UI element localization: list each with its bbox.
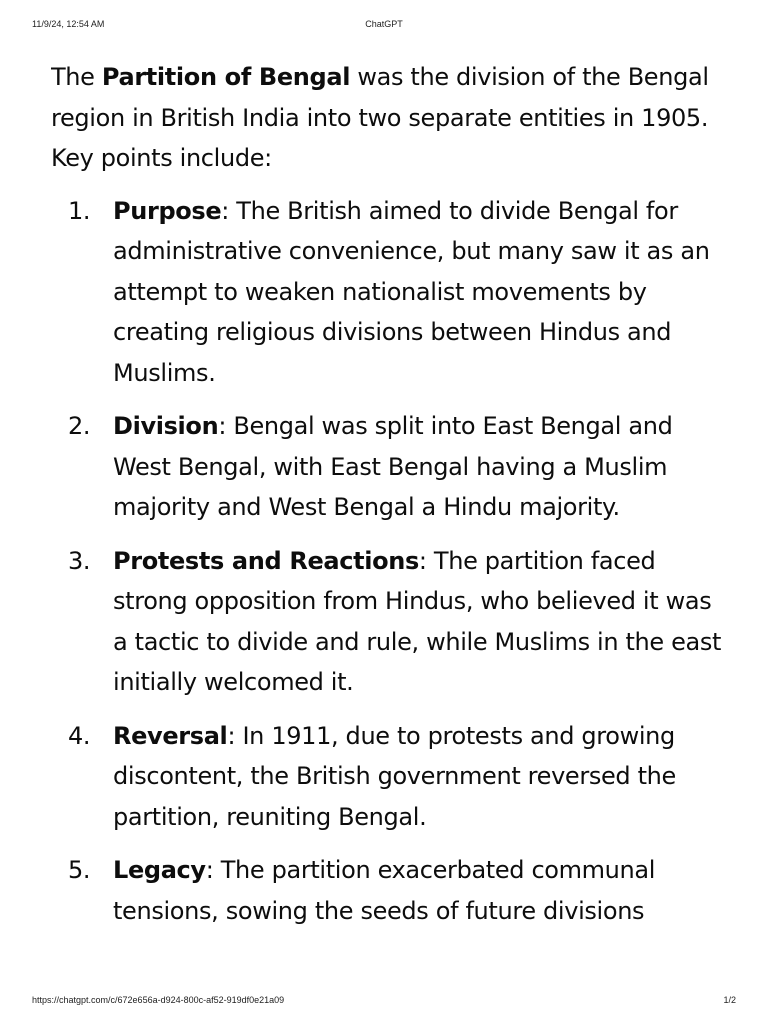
- list-item: [51, 406, 731, 528]
- intro-post: was the division of the Bengal region in British India into two separate entities in 1905. Key points include:: [51, 63, 709, 172]
- print-footer: [0, 995, 768, 1009]
- page-url-link[interactable]: https://chatgpt.com/c/672e656a-d924-800c-af52-919df0e21a09: [32, 995, 285, 1005]
- list-item-text: : The partition exacerbated communal tensions, sowing the seeds of future divisions: [113, 856, 656, 925]
- list-item: [51, 191, 731, 394]
- print-title: ChatGPT: [365, 19, 403, 29]
- list-item-term: Purpose: [113, 196, 222, 225]
- list-item-number: 4.: [68, 721, 91, 750]
- response-content: [51, 57, 731, 987]
- list-item: [51, 850, 731, 931]
- list-item-text: : Bengal was split into East Bengal and West Bengal, with East Bengal having a Muslim majority and West Bengal a Hindu majority.: [113, 412, 673, 521]
- list-item-text: : In 1911, due to protests and growing discontent, the British government reversed the partition, reuniting Bengal.: [113, 721, 676, 831]
- print-datetime: 11/9/24, 12:54 AM: [32, 19, 105, 29]
- list-item-number: 1.: [68, 196, 91, 225]
- list-item-term: Division: [113, 412, 219, 440]
- list-item-term: Legacy: [113, 856, 206, 884]
- list-item-term: Reversal: [113, 721, 228, 750]
- page-number: 1/2: [723, 995, 736, 1005]
- intro-bold-term: Partition of Bengal: [101, 63, 351, 91]
- list-item-number: 2.: [68, 412, 91, 440]
- print-header: [0, 19, 768, 33]
- list-item-text: : The British aimed to divide Bengal for administrative convenience, but many saw it as an attempt to weaken nationalist movements by creating religious divisions between Hindus and Muslims.: [113, 196, 710, 387]
- list-item: [51, 716, 731, 838]
- list-item: [51, 541, 731, 703]
- list-item-number: 5.: [68, 856, 91, 884]
- list-item-number: 3.: [68, 546, 91, 575]
- key-points-list: [51, 191, 731, 932]
- intro-pre: The: [51, 63, 102, 91]
- list-item-term: Protests and Reactions: [113, 546, 419, 575]
- intro-paragraph: [51, 57, 731, 179]
- list-item-text: : The partition faced strong opposition from Hindus, who believed it was a tactic to divide and rule, while Muslims in the east initially welcomed it.: [113, 546, 722, 696]
